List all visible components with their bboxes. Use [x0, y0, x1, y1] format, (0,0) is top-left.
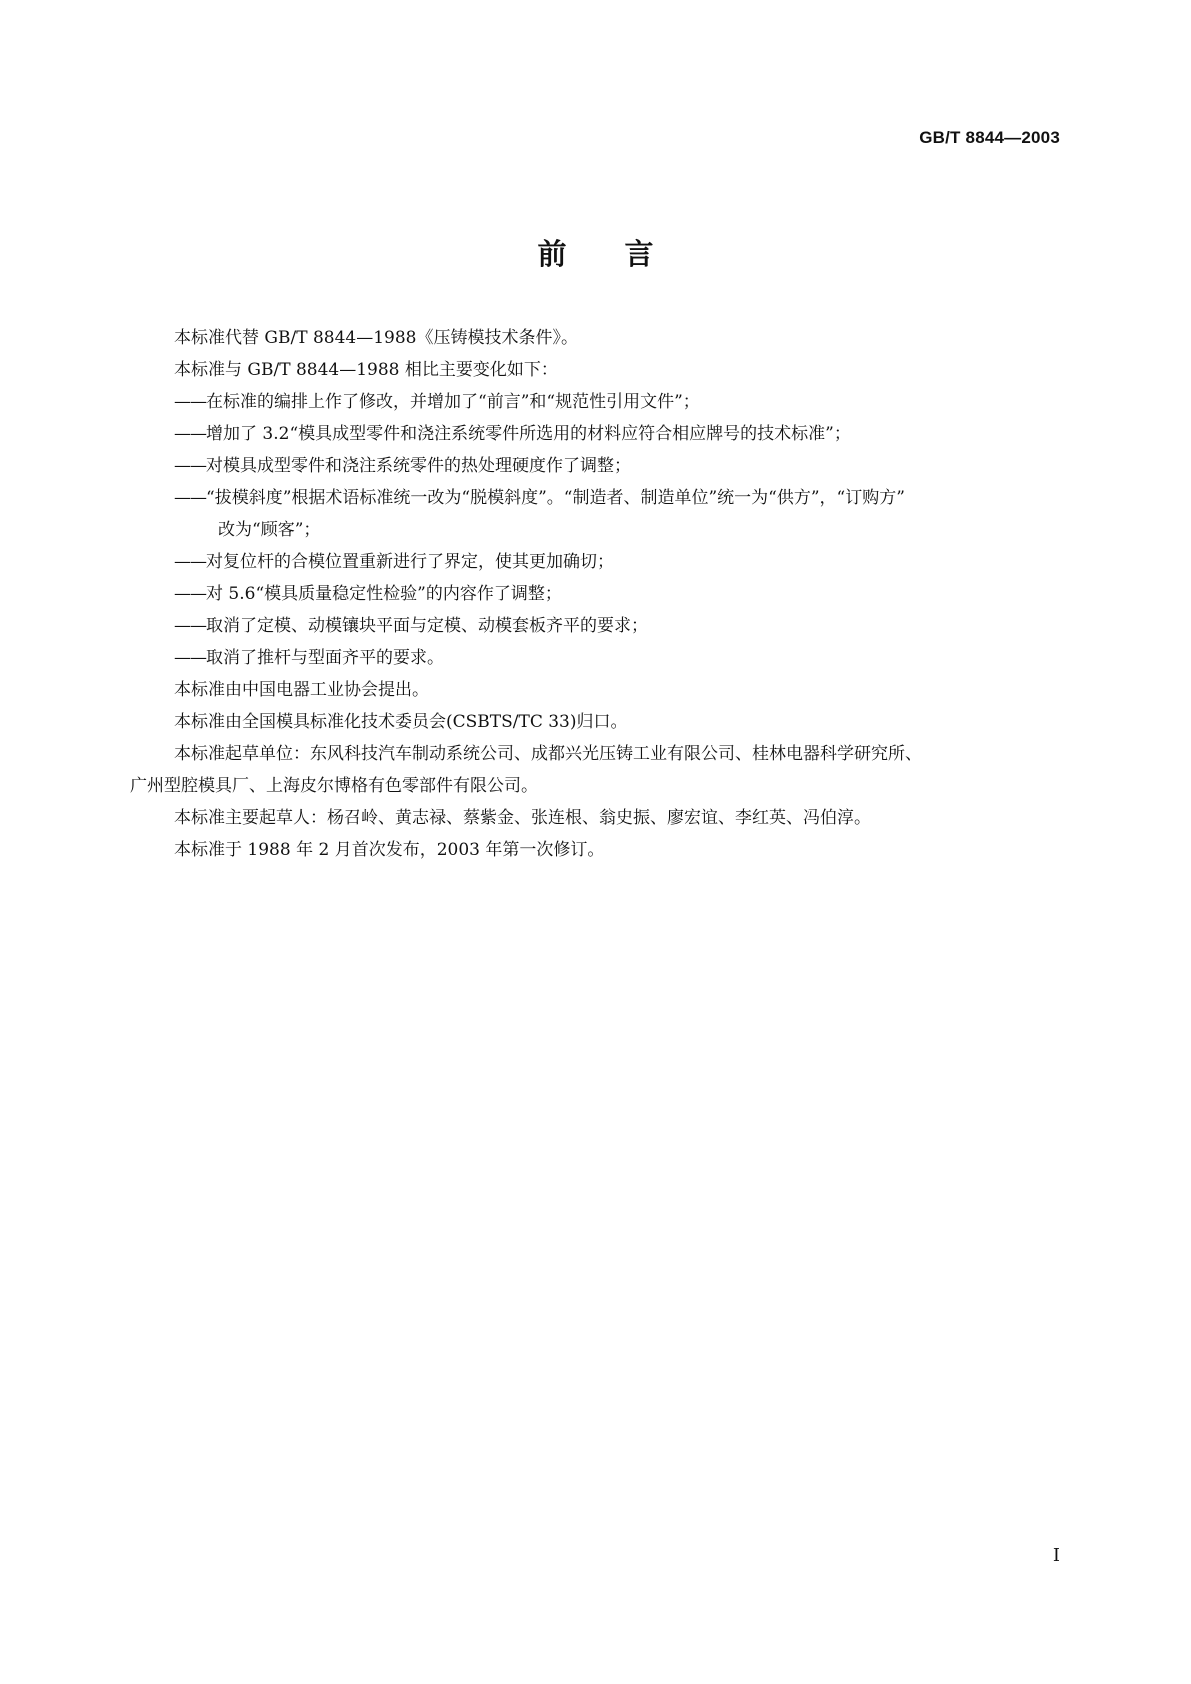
item-dash: —— — [174, 584, 206, 604]
item-text: 取消了推杆与型面齐平的要求。 — [206, 648, 444, 668]
paragraph-centralized-by: 本标准由全国模具标准化技术委员会(CSBTS/TC 33)归口。 — [174, 712, 628, 732]
item-dash: —— — [174, 616, 206, 636]
title-char-2: 言 — [624, 237, 654, 271]
change-item — [130, 642, 1070, 674]
paragraph-drafting-units: 本标准起草单位：东风科技汽车制动系统公司、成都兴光压铸工业有限公司、桂林电器科学研究所、 — [174, 744, 922, 764]
change-item — [130, 482, 1070, 514]
item-dash: —— — [174, 456, 206, 476]
change-item — [130, 450, 1070, 482]
item-text: “拔模斜度”根据术语标准统一改为“脱模斜度”。“制造者、制造单位”统一为“供方”，“订购方” — [206, 488, 905, 508]
change-item — [130, 578, 1070, 610]
item-text: 取消了定模、动模镶块平面与定模、动模套板齐平的要求； — [206, 616, 648, 636]
standard-code: GB/T 8844—2003 — [919, 128, 1060, 147]
item-text: 对模具成型零件和浇注系统零件的热处理硬度作了调整； — [206, 456, 631, 476]
change-item — [130, 610, 1070, 642]
paragraph-changes-intro: 本标准与 GB/T 8844—1988 相比主要变化如下： — [174, 360, 558, 380]
title-char-1: 前 — [537, 237, 567, 271]
page-title — [0, 232, 1191, 273]
item-text: 对复位杆的合模位置重新进行了界定，使其更加确切； — [206, 552, 614, 572]
paragraph-drafters: 本标准主要起草人：杨召岭、黄志禄、蔡紫金、张连根、翁史振、廖宏谊、李红英、冯伯淳。 — [174, 808, 871, 828]
item-text: 增加了 3.2“模具成型零件和浇注系统零件所选用的材料应符合相应牌号的技术标准”； — [206, 424, 851, 444]
page-number: I — [1052, 1545, 1060, 1566]
foreword-body — [130, 322, 1070, 866]
item-dash: —— — [174, 424, 206, 444]
item-text: 在标准的编排上作了修改，并增加了“前言”和“规范性引用文件”； — [206, 392, 700, 412]
change-item-continuation: 改为“顾客”； — [218, 520, 321, 540]
change-item — [130, 418, 1070, 450]
item-dash: —— — [174, 392, 206, 412]
change-item — [130, 386, 1070, 418]
item-dash: —— — [174, 552, 206, 572]
item-text: 对 5.6“模具质量稳定性检验”的内容作了调整； — [206, 584, 562, 604]
paragraph-proposed-by: 本标准由中国电器工业协会提出。 — [174, 680, 429, 700]
paragraph-drafting-units-cont: 广州型腔模具厂、上海皮尔博格有色零部件有限公司。 — [130, 776, 538, 796]
change-item — [130, 546, 1070, 578]
item-dash: —— — [174, 648, 206, 668]
paragraph-history: 本标准于 1988 年 2 月首次发布，2003 年第一次修订。 — [174, 840, 605, 860]
item-dash: —— — [174, 488, 206, 508]
paragraph-replaces: 本标准代替 GB/T 8844—1988《压铸模技术条件》。 — [174, 328, 578, 348]
